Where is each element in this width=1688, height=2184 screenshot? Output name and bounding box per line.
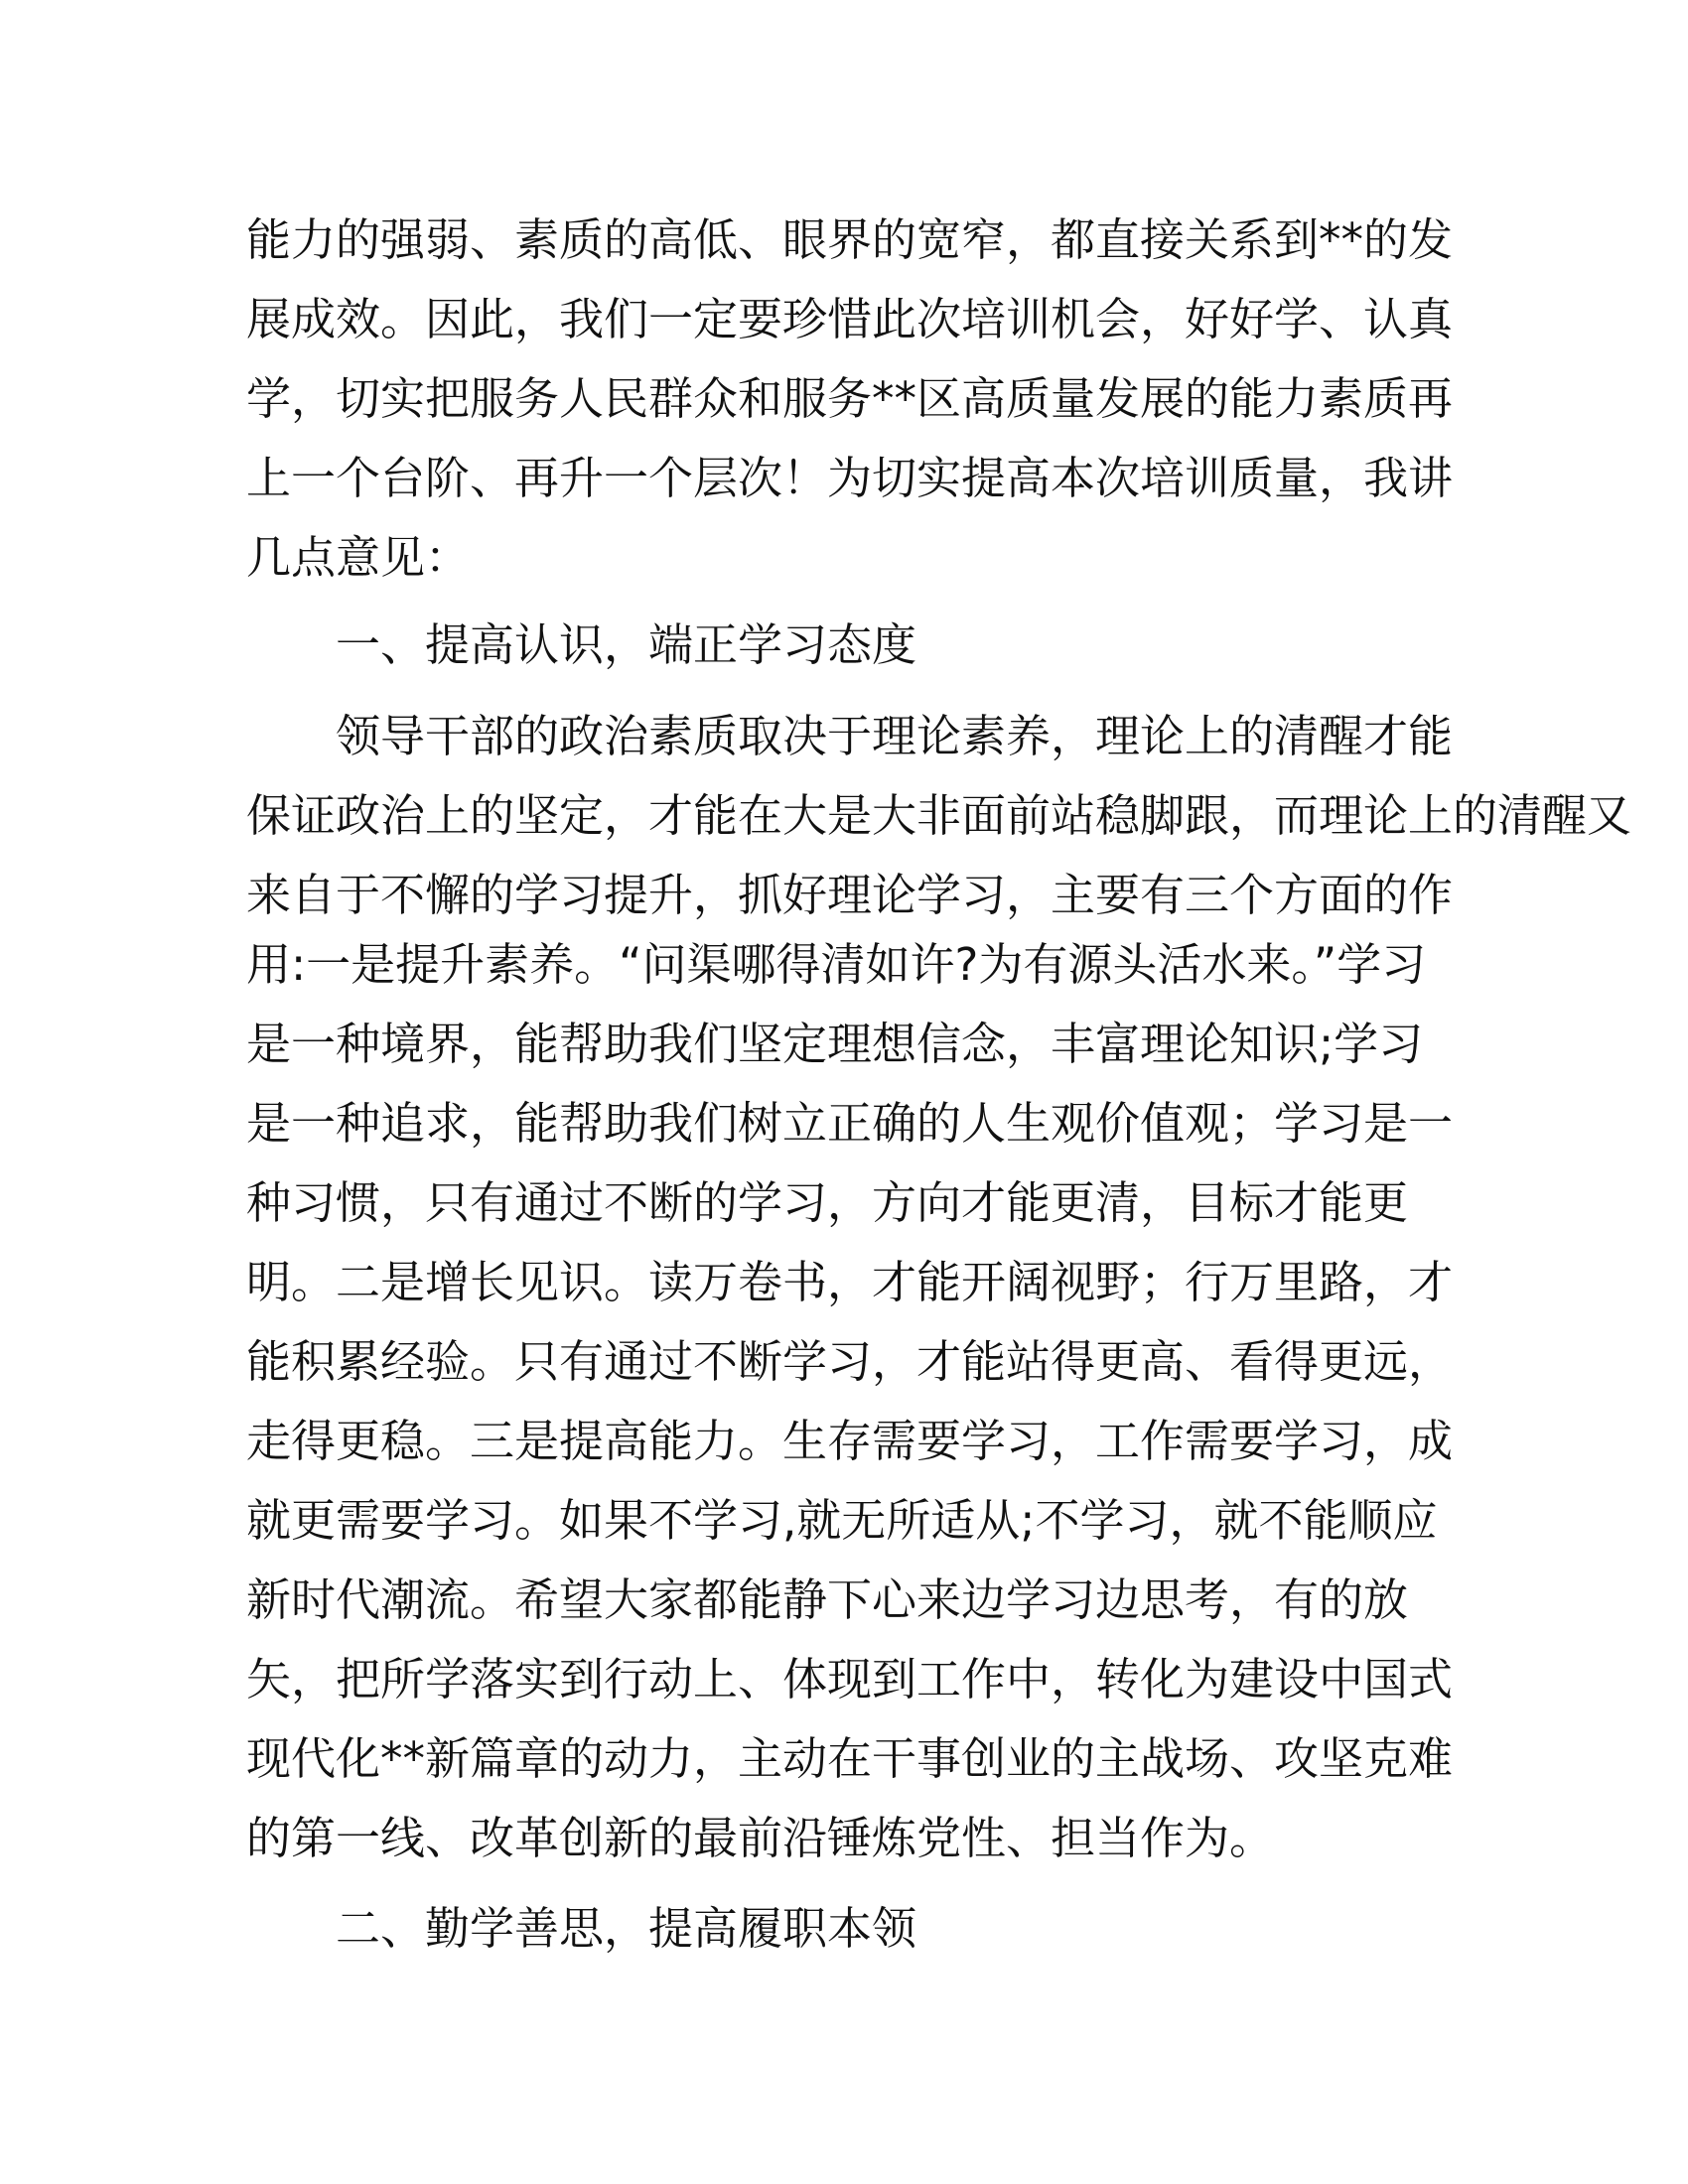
paragraph-line: 明。二是增长见识。读万卷书，才能开阔视野；行万里路，才	[246, 1256, 1454, 1308]
paragraph-line: 几点意见：	[246, 531, 471, 584]
paragraph-line: 用:一是提升素养。“问渠哪得清如许?为有源头活水来。”学习	[246, 938, 1427, 991]
paragraph-line: 能积累经验。只有通过不断学习，才能站得更高、看得更远，	[246, 1335, 1454, 1388]
paragraph-line: 矢，把所学落实到行动上、体现到工作中，转化为建设中国式	[246, 1653, 1454, 1706]
paragraph-line: 就更需要学习。如果不学习,就无所适从;不学习，就不能顺应	[246, 1494, 1438, 1547]
paragraph-line: 走得更稳。三是提高能力。生存需要学习，工作需要学习，成	[246, 1415, 1454, 1467]
paragraph-line: 保证政治上的坚定，才能在大是大非面前站稳脚跟，而理论上的清醒又	[246, 789, 1632, 842]
paragraph-line: 学，切实把服务人民群众和服务**区高质量发展的能力素质再	[246, 372, 1454, 425]
paragraph-line: 种习惯，只有通过不断的学习，方向才能更清，目标才能更	[246, 1176, 1409, 1229]
paragraph-line: 是一种追求，能帮助我们树立正确的人生观价值观；学习是一	[246, 1097, 1454, 1150]
paragraph-line: 来自于不懈的学习提升，抓好理论学习，主要有三个方面的作	[246, 869, 1454, 921]
paragraph-line: 能力的强弱、素质的高低、眼界的宽窄，都直接关系到**的发	[246, 213, 1454, 266]
section-heading-2: 二、勤学善思，提高履职本领	[336, 1902, 917, 1955]
paragraph-line: 领导干部的政治素质取决于理论素养，理论上的清醒才能	[336, 710, 1454, 762]
paragraph-line: 现代化**新篇章的动力，主动在干事创业的主战场、攻坚克难	[246, 1732, 1454, 1785]
paragraph-line: 是一种境界，能帮助我们坚定理想信念，丰富理论知识;学习	[246, 1018, 1424, 1070]
paragraph-line: 新时代潮流。希望大家都能静下心来边学习边思考，有的放	[246, 1573, 1409, 1626]
paragraph-line: 展成效。因此，我们一定要珍惜此次培训机会，好好学、认真	[246, 293, 1454, 345]
paragraph-line: 上一个台阶、再升一个层次！为切实提高本次培训质量，我讲	[246, 452, 1454, 504]
section-heading-1: 一、提高认识，端正学习态度	[336, 618, 917, 671]
paragraph-line: 的第一线、改革创新的最前沿锤炼党性、担当作为。	[246, 1812, 1275, 1864]
